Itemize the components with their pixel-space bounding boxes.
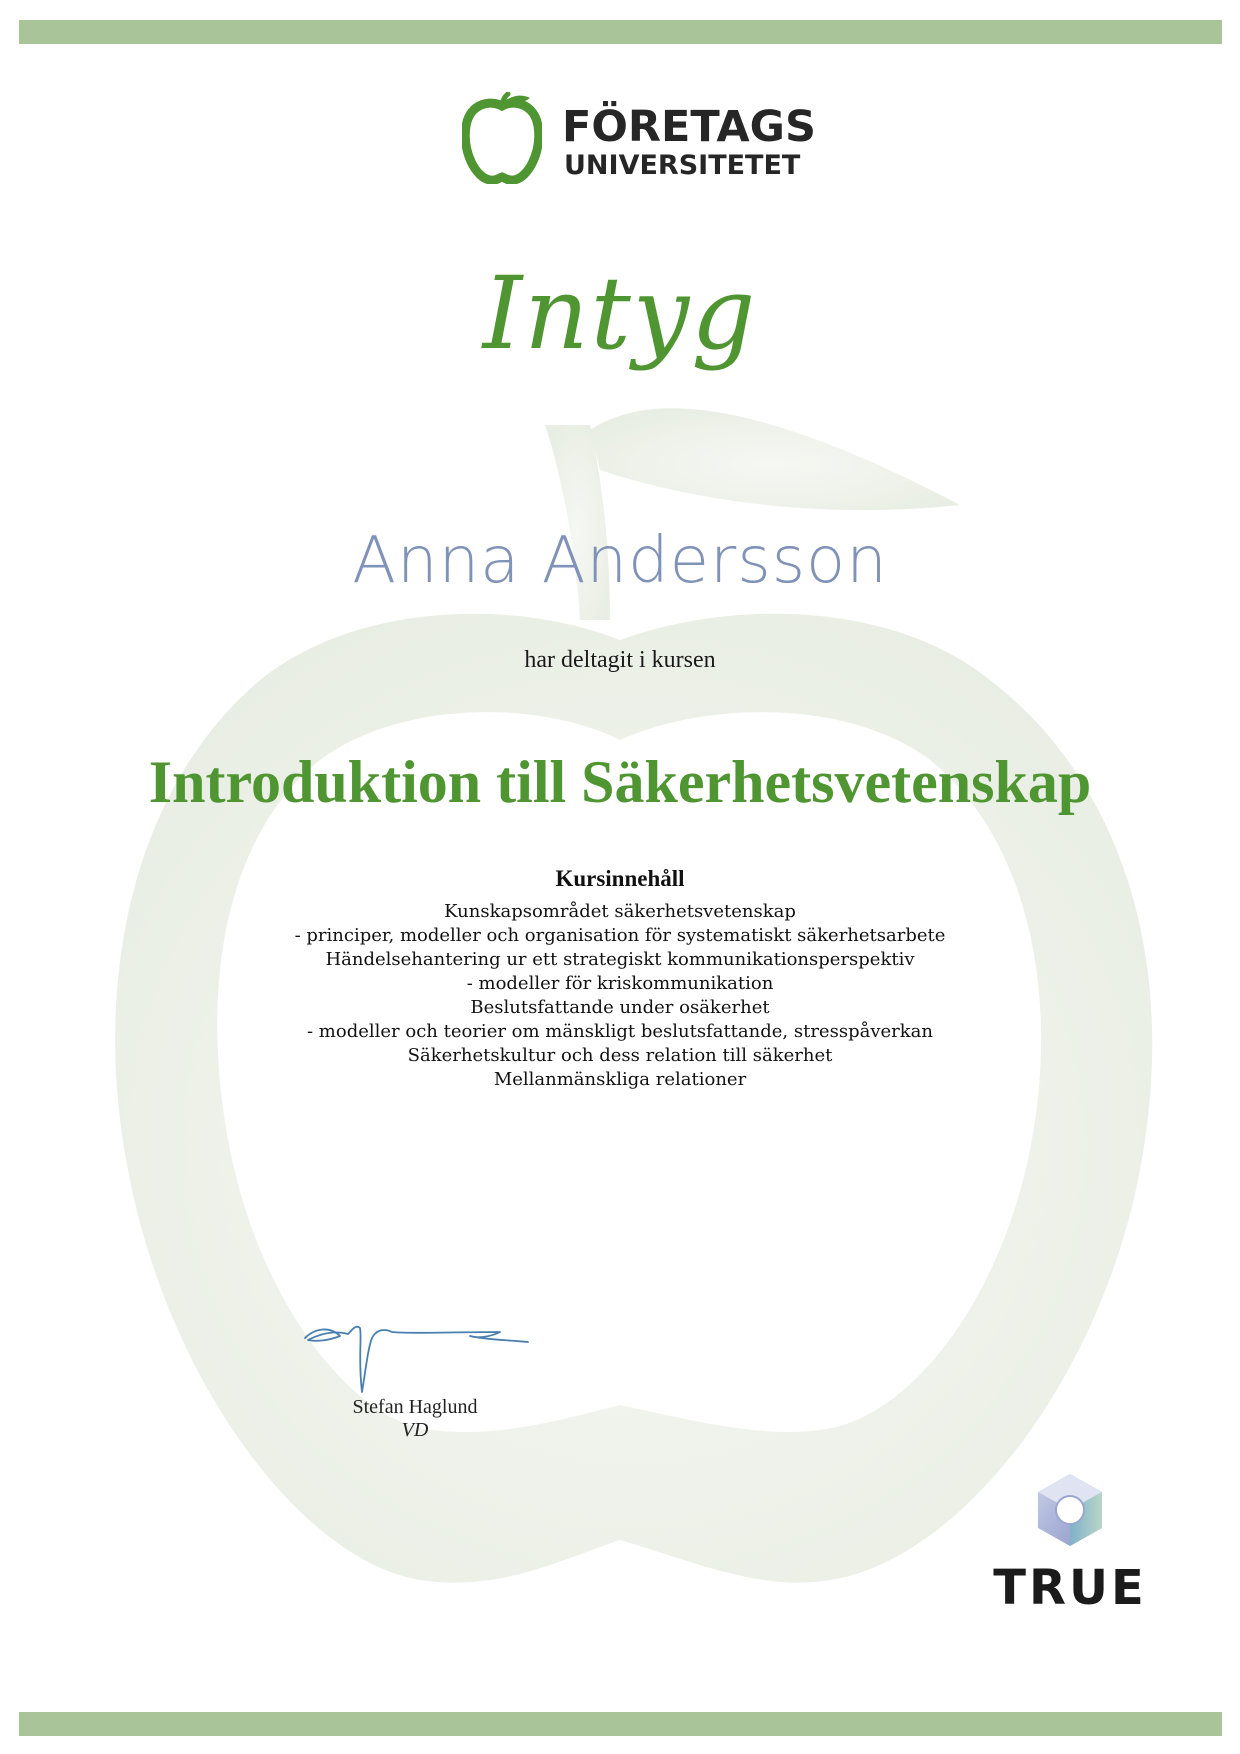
list-item: - principer, modeller och organisation för systematiskt säkerhetsarbete: [294, 925, 946, 946]
logo-text-line1: FÖRETAGS: [562, 102, 816, 152]
hexagon-ring-icon: [1030, 1470, 1110, 1550]
course-title: Introduktion till Säkerhetsvetenskap: [148, 749, 1092, 815]
handwritten-signature: [300, 1308, 530, 1398]
apple-icon: [462, 92, 542, 184]
course-contents-heading: Kursinnehåll: [555, 866, 685, 891]
logo-text-line2: UNIVERSITETET: [564, 150, 801, 181]
certificate-title: Intyg: [482, 255, 758, 372]
foretagsuniversitetet-logo: [462, 92, 816, 188]
list-item: Säkerhetskultur och dess relation till säkerhet: [407, 1045, 833, 1066]
list-item: Kunskapsområdet säkerhetsvetenskap: [444, 901, 796, 922]
signer-role: VD: [401, 1419, 429, 1441]
recipient-name: Anna Andersson: [352, 524, 888, 598]
course-contents-list: [0, 900, 1240, 1092]
list-item: Händelsehantering ur ett strategiskt kommunikationsperspektiv: [325, 949, 915, 970]
list-item: Mellanmänskliga relationer: [493, 1069, 747, 1090]
list-item: - modeller för kriskommunikation: [466, 973, 774, 994]
true-logo-text: TRUE: [993, 1560, 1147, 1616]
list-item: - modeller och teorier om mänskligt beslutsfattande, stresspåverkan: [307, 1021, 933, 1042]
list-item: Beslutsfattande under osäkerhet: [470, 997, 770, 1018]
signer-name: Stefan Haglund: [352, 1396, 478, 1418]
participated-text: har deltagit i kursen: [524, 647, 716, 673]
